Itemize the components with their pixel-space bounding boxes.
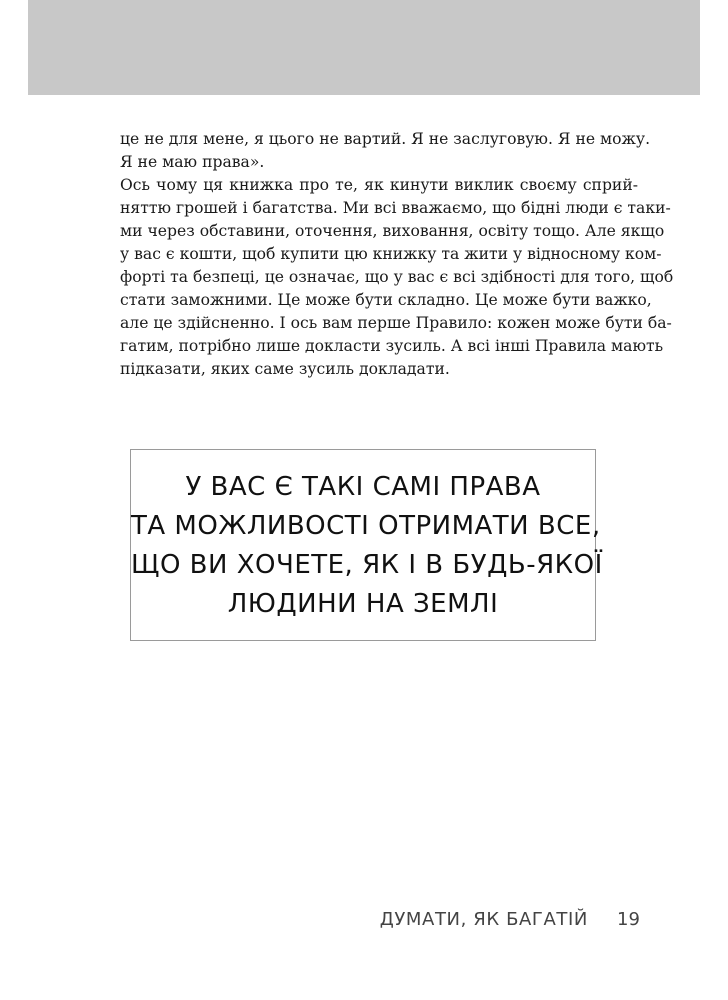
quote-callout-box [130,449,603,641]
text-line: стати заможними. Це може бути складно. Це може бути важко, [120,291,652,309]
text-line: підказати, яких саме зусиль докладати. [120,360,450,378]
text-line: але це здійсненно. І ось вам перше Правило: кожен може бути ба- [120,314,672,332]
text-line: Я не маю права». [120,153,265,171]
callout-line: У ВАС Є ТАКІ САМІ ПРАВА [185,472,541,502]
running-title: ДУМАТИ, ЯК БАГАТІЙ [379,909,588,930]
text-line: форті та безпеці, це означає, що у вас є всі здібності для того, щоб [120,268,674,286]
text-line: Ось чому ця книжка про те, як кинути виклик своєму сприй- [120,176,638,194]
page-footer [0,907,728,937]
callout-line: ЛЮДИНИ НА ЗЕМЛІ [227,589,499,619]
text-line: гатим, потрібно лише докласти зусиль. А всі інші Правила мають [120,337,664,355]
header-band [28,0,700,95]
page-number: 19 [617,909,640,930]
text-line: це не для мене, я цього не вартий. Я не заслуговую. Я не можу. [120,130,651,148]
body-text [120,128,674,381]
text-line: ми через обставини, оточення, виховання, освіту тощо. Але якщо [120,222,665,240]
callout-line: ТА МОЖЛИВОСТІ ОТРИМАТИ ВСЕ, [131,511,601,541]
text-line: няттю грошей і багатства. Ми всі вважаємо, що бідні люди є таки- [120,199,671,217]
callout-line: ЩО ВИ ХОЧЕТЕ, ЯК І В БУДЬ-ЯКОЇ [131,550,603,580]
text-line: у вас є кошти, щоб купити цю книжку та жити у відносному ком- [120,245,662,263]
